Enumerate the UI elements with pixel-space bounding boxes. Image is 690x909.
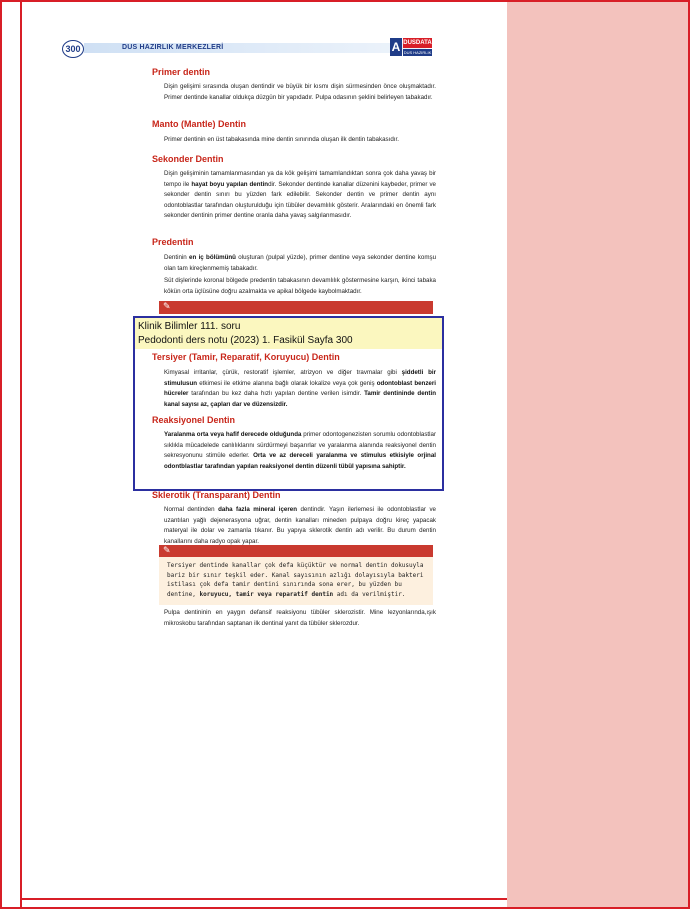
note-bar-top — [159, 301, 433, 314]
bold-run: en iç bölümünü — [189, 254, 236, 261]
bold-run: Orta ve az dereceli yaralanma ve stimulus etkisiyle orjinal odontblastlar tarafından yapılan reaksiyonel dentin düzenli tübül yapısına sahiptir. — [164, 452, 436, 470]
overlay-source-line: Pedodonti ders notu (2023) 1. Fasikül Sayfa 300 — [138, 335, 353, 346]
bold-run: şiddetli bir stimulusun — [164, 369, 436, 387]
text-run: Normal dentinden — [164, 506, 219, 513]
section-title-manto: Manto (Mantle) Dentin — [152, 119, 246, 129]
section-text-tersiyer — [164, 368, 436, 410]
logo-bottom: DUS HAZIRLIK MERKEZLERİ — [403, 50, 432, 62]
callout-note — [159, 557, 433, 605]
overlay-question-line: Klinik Bilimler 111. soru — [138, 321, 241, 332]
bold-run: daha fazla mineral içeren — [218, 506, 297, 513]
bold-run: hayat boyu yapılan dentin — [191, 180, 269, 188]
header-title: DUS HAZIRLIK MERKEZLERİ — [122, 44, 224, 51]
section-title-sekonder: Sekonder Dentin — [152, 154, 224, 164]
page-number: 300 — [62, 40, 84, 58]
section-title-tersiyer: Tersiyer (Tamir, Reparatif, Koruyucu) Dentin — [152, 352, 340, 362]
section-text-reaksiyonel — [164, 430, 436, 472]
text-run: dentindir. Yaşın ilerlemesi ile odontoblastlar ve uzantıları yağlı dejenerasyona uğrar, dentin kanalları mineden pulpaya doğru kireç yapacak materyal ile dolar ve zamanla tıkanır. Bu yapıya sklerotik dentin adı verilir. Bu durum dentin kanallarını daha radyo opak yapar. — [164, 506, 436, 545]
section-text-primer: Dişin gelişimi sırasında oluşan dentindir ve büyük bir kısmı dişin sürmesinden önce oluşmaktadır. Primer dentinde kanallar oldukça düzgün bir yapıdadır. Pulpa odasının şeklini belirleyen tabakadır. — [164, 83, 436, 101]
section-text-sekonder — [164, 169, 436, 222]
logo-letter: A — [391, 40, 401, 54]
callout-text — [167, 561, 429, 599]
page-header — [60, 40, 485, 62]
text-run: Kimyasal irritanlar, çürük, restoratif işlemler, atrizyon ve diğer travmalar gibi — [164, 369, 402, 376]
bottom-border-rule — [20, 898, 507, 900]
section-title-reaksiyonel: Reaksiyonel Dentin — [152, 415, 236, 425]
bold-run: Tamir dentininde dentin kanal sayısı az, çapları dar ve düzensizdir. — [164, 390, 436, 408]
text-run: dir. Sekonder dentinde kanallar düzenini kaybeder, primer ve sekonder dentin sınırı bu yüzden fark edilebilir. Sekonder dentin ve primer dentin aynı odontoblastlar tarafından oluşturulduğu için tübüler devamlılık gösterir. Aralarındaki en önemli fark sekonder dentinin primer dentine oranla daha yavaş salgılanmasıdır. — [164, 180, 437, 219]
section-text-predentin — [164, 253, 436, 274]
pencil-icon: ✎ — [163, 302, 171, 312]
bold-run: Yaralanma orta veya hafif derecede olduğunda — [164, 431, 302, 438]
publisher-logo — [390, 38, 432, 62]
section-text-predentin-2: Süt dişlerinde koronal bölgede predentin tabakasının devamlılık göstermesine karşın, ikinci tabaka kökün orta üçlüsüne doğru azalmakta ve apikal bölgede kaybolmaktadır. — [164, 277, 436, 295]
section-text-manto: Primer dentinin en üst tabakasında mine dentin sınırında oluşan ilk dentin tabakasıdır. — [164, 136, 399, 143]
bold-run: koruyucu, tamir veya reparatif dentin — [199, 590, 334, 598]
text-run: Tersiyer dentinde kanallar çok defa küçüktür ve normal dentin dokusuyla bariz bir sınır teşkil eder. Kanal sayısının azlığı dolayısıyla bakteri istilası çok defa tamir dentini sınırında sona erer, bu yüzden bu dentine, — [167, 562, 424, 598]
text-run: Dişin gelişiminin tamamlanmasından ya da kök gelişimi tamamlandıktan sonra çok daha yavaş bir tempo ile — [164, 170, 436, 188]
right-margin-strip — [507, 2, 688, 907]
section-title-predentin: Predentin — [152, 237, 194, 247]
text-run: tarafından bu kez daha hızlı yapılan dentine verilen isimdir. — [188, 390, 365, 397]
pencil-icon: ✎ — [163, 546, 171, 556]
bold-run: odontoblast benzeri hücreler — [164, 379, 437, 397]
text-run: Dentinin — [164, 254, 190, 261]
section-text-sklerotik-2: Pulpa dentininin en yaygın defansif reaksiyonu tübüler sklerozistir. Mine lezyonlarında,ışık mikroskobu tarafından saptanan ilk dentinal yanıt da tübüler sklerozdur. — [164, 609, 436, 627]
section-title-sklerotik: Sklerotik (Transparant) Dentin — [152, 490, 281, 500]
left-border-rule — [20, 2, 22, 907]
text-run: etkimesi ile etkime alanına bağlı olarak lokalize veya çok geniş — [197, 379, 377, 387]
section-text-sklerotik — [164, 505, 436, 547]
section-title-primer: Primer dentin — [152, 67, 211, 77]
text-run: adı da verilmiştir. — [333, 590, 406, 598]
text-run: oluşturan (pulpal yüzde), primer dentine veya sekonder dentine komşu olan tam kireçlenmemiş tabakadır. — [164, 254, 437, 272]
logo-top: DUSDATA — [403, 40, 432, 46]
text-run: primer odontogenezisten sorumlu odontoblastlar sıklıkla mücadelede canlılıklarını sürdürmeyi başarırlar ve yaralanma alanında reaksiyonel dentin sekresyonunu stimüle ederler. — [164, 431, 437, 459]
